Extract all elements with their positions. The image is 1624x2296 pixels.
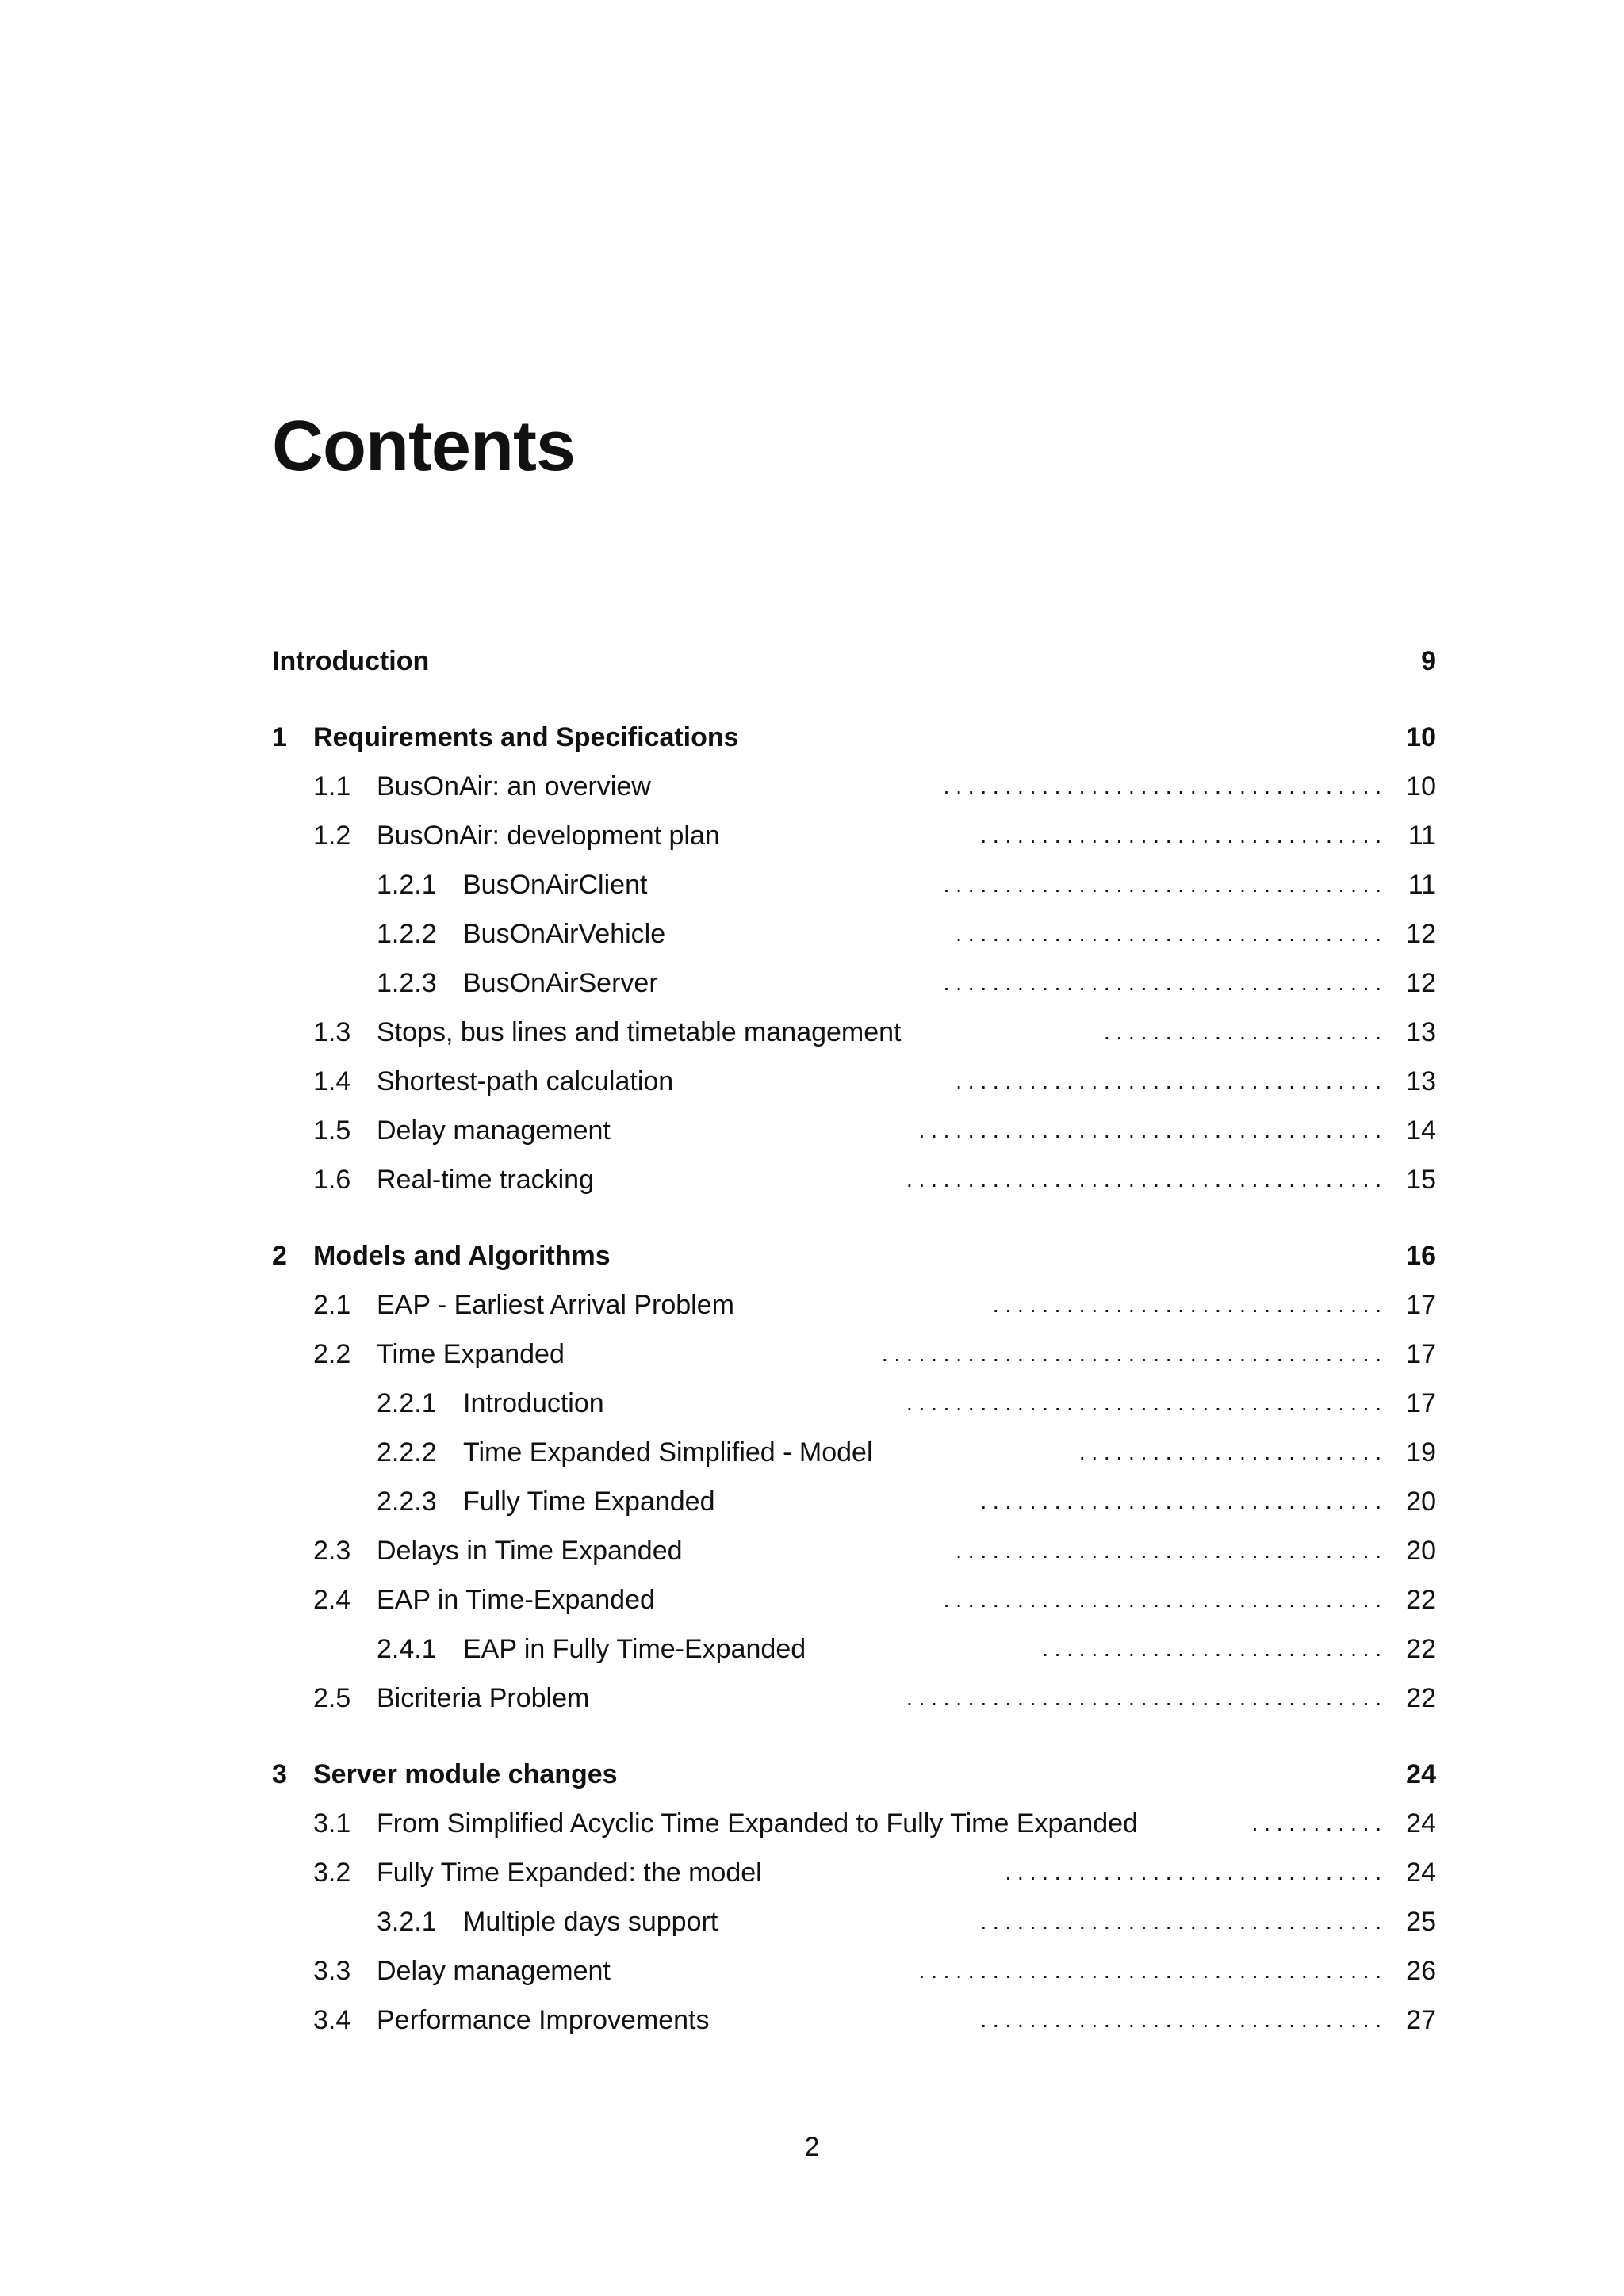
toc-dot-leader: . . . . . . . . . . . . . . . . . . . . . . . . . . . . . . . . . . . . . . . . . (881, 1341, 1381, 1366)
toc-entry-page-number[interactable]: 26 (1406, 1956, 1436, 1986)
toc-entry-page-number[interactable]: 22 (1406, 1683, 1436, 1713)
toc-entry-number: 1.6 (313, 1165, 351, 1195)
toc-entry-title[interactable]: Delay management (377, 1956, 611, 1986)
toc-dot-leader: . . . . . . . . . . . . . . . . . . . . . . . . . . . . . . . . . . . . . . (918, 1118, 1381, 1142)
toc-entry-title[interactable]: EAP in Fully Time-Expanded (463, 1634, 806, 1664)
toc-entry-title[interactable]: BusOnAir: an overview (377, 771, 651, 802)
toc-section-entry[interactable] (0, 1015, 1624, 1050)
toc-entry-page-number[interactable]: 27 (1406, 2005, 1436, 2035)
toc-entry-title[interactable]: BusOnAir: development plan (377, 821, 720, 851)
toc-section-entry[interactable] (0, 769, 1624, 804)
toc-section-entry[interactable] (0, 1288, 1624, 1322)
toc-entry-title[interactable]: Fully Time Expanded: the model (377, 1858, 762, 1888)
toc-subsection-entry[interactable] (0, 1386, 1624, 1421)
toc-subsection-entry[interactable] (0, 966, 1624, 1001)
toc-entry-title[interactable]: Delays in Time Expanded (377, 1536, 683, 1566)
toc-entry-title[interactable]: Introduction (272, 646, 430, 676)
toc-dot-leader: . . . . . . . . . . . . . . . . . . . . . . . . . (1078, 1440, 1381, 1464)
toc-section-entry[interactable] (0, 1806, 1624, 1841)
toc-section-entry[interactable] (0, 1954, 1624, 1988)
toc-entry-title[interactable]: Shortest-path calculation (377, 1066, 674, 1096)
toc-dot-leader: . . . . . . . . . . . . . . . . . . . . . . . . . . . . . . . . . . . . . . (918, 1958, 1381, 1983)
toc-entry-page-number[interactable]: 9 (1421, 646, 1436, 676)
toc-entry-title[interactable]: Stops, bus lines and timetable management (377, 1017, 902, 1047)
toc-entry-page-number[interactable]: 20 (1406, 1536, 1436, 1566)
toc-entry-page-number[interactable]: 25 (1406, 1907, 1436, 1937)
toc-entry-number: 3.3 (313, 1956, 351, 1986)
toc-entry-number: 3.1 (313, 1808, 351, 1839)
toc-entry-number: 3.2 (313, 1858, 351, 1888)
toc-dot-leader: . . . . . . . . . . . . . . . . . . . . . . . . . . . . . . . . . . . (956, 1538, 1381, 1563)
toc-entry-title[interactable]: BusOnAirClient (463, 870, 648, 900)
toc-entry-title[interactable]: EAP - Earliest Arrival Problem (377, 1290, 734, 1320)
toc-dot-leader: . . . . . . . . . . . . . . . . . . . . . . . . . . . . . . . . . . . . . . . (906, 1391, 1381, 1415)
toc-entry-number: 1.2.1 (377, 870, 437, 900)
toc-subsection-entry[interactable] (0, 1435, 1624, 1470)
toc-entry-number: 2.2.2 (377, 1437, 437, 1468)
toc-entry-number: 2 (272, 1241, 287, 1271)
toc-entry-number: 1 (272, 722, 287, 752)
toc-entry-number: 2.3 (313, 1536, 351, 1566)
toc-entry-page-number[interactable]: 11 (1408, 870, 1436, 900)
toc-dot-leader: . . . . . . . . . . . . . . . . . . . . . . . . . . . . . . . . . (980, 1909, 1381, 1934)
toc-section-entry[interactable] (0, 1337, 1624, 1372)
toc-entry-number: 1.4 (313, 1066, 351, 1096)
toc-dot-leader: . . . . . . . . . . . . . . . . . . . . . . . . . . . . . . . . . (980, 1489, 1381, 1513)
toc-entry-number: 1.5 (313, 1115, 351, 1146)
toc-dot-leader: . . . . . . . . . . . . . . . . . . . . . . . . . . . . . . . . . . . . . . . (906, 1686, 1381, 1710)
toc-entry-page-number[interactable]: 22 (1406, 1634, 1436, 1664)
toc-entry-number: 2.2.1 (377, 1388, 437, 1418)
toc-entry-page-number[interactable]: 19 (1406, 1437, 1436, 1468)
toc-entry-page-number[interactable]: 12 (1406, 968, 1436, 998)
toc-dot-leader: . . . . . . . . . . . . . . . . . . . . . . . . . . . . . . . . . . . . (943, 774, 1381, 798)
toc-entry-title[interactable]: Time Expanded Simplified - Model (463, 1437, 873, 1468)
toc-entry-page-number[interactable]: 17 (1406, 1290, 1436, 1320)
toc-entry-page-number[interactable]: 11 (1408, 821, 1436, 851)
toc-entry-page-number[interactable]: 22 (1406, 1585, 1436, 1615)
toc-entry-number: 1.3 (313, 1017, 351, 1047)
toc-dot-leader: . . . . . . . . . . . . . . . . . . . . . . . . . . . . . . . . (992, 1292, 1381, 1317)
toc-dot-leader: . . . . . . . . . . . . . . . . . . . . . . . . . . . . . . . . . . . (956, 921, 1381, 946)
toc-subsection-entry[interactable] (0, 1904, 1624, 1939)
toc-dot-leader: . . . . . . . . . . . . . . . . . . . . . . . . . . . . . . . . . . . . . . . (906, 1167, 1381, 1192)
toc-dot-leader: . . . . . . . . . . . . . . . . . . . . . . . . . . . . . . . . . (980, 2007, 1381, 2032)
toc-entry-title[interactable]: Real-time tracking (377, 1165, 594, 1195)
toc-subsection-entry[interactable] (0, 1484, 1624, 1519)
toc-section-entry[interactable] (0, 1681, 1624, 1716)
toc-entry-number: 2.5 (313, 1683, 351, 1713)
toc-entry-title[interactable]: Introduction (463, 1388, 604, 1418)
toc-entry-title[interactable]: EAP in Time-Expanded (377, 1585, 655, 1615)
page-number: 2 (804, 2132, 820, 2162)
toc-entry-page-number[interactable]: 17 (1406, 1388, 1436, 1418)
toc-section-entry[interactable] (0, 818, 1624, 853)
toc-chapter-entry[interactable] (0, 1757, 1624, 1792)
toc-entry-title[interactable]: Fully Time Expanded (463, 1487, 715, 1517)
toc-entry-number: 3 (272, 1759, 287, 1789)
toc-entry-number: 2.4 (313, 1585, 351, 1615)
toc-entry-title[interactable]: Requirements and Specifications (313, 722, 739, 752)
toc-entry-page-number[interactable]: 15 (1406, 1165, 1436, 1195)
toc-section-entry[interactable] (0, 1113, 1624, 1148)
toc-entry-title[interactable]: Performance Improvements (377, 2005, 710, 2035)
toc-entry-page-number[interactable]: 24 (1406, 1858, 1436, 1888)
toc-entry-title[interactable]: BusOnAirServer (463, 968, 658, 998)
toc-entry-page-number[interactable]: 12 (1406, 919, 1436, 949)
toc-entry-number: 1.1 (313, 771, 351, 802)
toc-chapter-entry[interactable] (0, 644, 1624, 679)
toc-entry-title[interactable]: Time Expanded (377, 1339, 565, 1369)
toc-entry-title[interactable]: Models and Algorithms (313, 1241, 611, 1271)
toc-section-entry[interactable] (0, 1064, 1624, 1099)
toc-entry-page-number[interactable]: 24 (1406, 1759, 1436, 1789)
toc-entry-title[interactable]: Bicriteria Problem (377, 1683, 590, 1713)
toc-entry-page-number[interactable]: 17 (1406, 1339, 1436, 1369)
toc-chapter-entry[interactable] (0, 1238, 1624, 1273)
toc-entry-page-number[interactable]: 13 (1406, 1017, 1436, 1047)
toc-entry-number: 1.2.3 (377, 968, 437, 998)
toc-dot-leader: . . . . . . . . . . . . . . . . . . . . . . . . . . . . (1042, 1636, 1381, 1661)
toc-entry-page-number[interactable]: 13 (1406, 1066, 1436, 1096)
toc-entry-number: 2.2 (313, 1339, 351, 1369)
toc-entry-number: 1.2.2 (377, 919, 437, 949)
toc-subsection-entry[interactable] (0, 867, 1624, 902)
toc-section-entry[interactable] (0, 1582, 1624, 1617)
toc-entry-page-number[interactable]: 24 (1406, 1808, 1436, 1839)
page-title: Contents (272, 407, 575, 486)
toc-subsection-entry[interactable] (0, 1632, 1624, 1667)
toc-entry-title[interactable]: From Simplified Acyclic Time Expanded to Fully Time Expanded (377, 1808, 1138, 1839)
toc-entry-title[interactable]: Multiple days support (463, 1907, 718, 1937)
toc-entry-title[interactable]: Delay management (377, 1115, 611, 1146)
toc-section-entry[interactable] (0, 1855, 1624, 1890)
toc-entry-number: 1.2 (313, 821, 351, 851)
toc-entry-title[interactable]: BusOnAirVehicle (463, 919, 666, 949)
toc-entry-page-number[interactable]: 14 (1406, 1115, 1436, 1146)
toc-dot-leader: . . . . . . . . . . . . . . . . . . . . . . . . . . . . . . . . . . . . (943, 970, 1381, 995)
toc-dot-leader: . . . . . . . . . . . . . . . . . . . . . . . . . . . . . . . . . . . (956, 1069, 1381, 1093)
toc-entry-number: 3.4 (313, 2005, 351, 2035)
toc-dot-leader: . . . . . . . . . . . (1251, 1811, 1381, 1835)
toc-entry-page-number[interactable]: 10 (1406, 722, 1436, 752)
toc-entry-number: 2.1 (313, 1290, 351, 1320)
toc-section-entry[interactable] (0, 1162, 1624, 1197)
toc-dot-leader: . . . . . . . . . . . . . . . . . . . . . . . . . . . . . . . . . (980, 823, 1381, 848)
toc-dot-leader: . . . . . . . . . . . . . . . . . . . . . . . (1103, 1020, 1381, 1044)
toc-entry-page-number[interactable]: 10 (1406, 771, 1436, 802)
toc-entry-page-number[interactable]: 20 (1406, 1487, 1436, 1517)
toc-subsection-entry[interactable] (0, 916, 1624, 951)
toc-entry-number: 2.2.3 (377, 1487, 437, 1517)
toc-section-entry[interactable] (0, 1533, 1624, 1568)
toc-entry-page-number[interactable]: 16 (1406, 1241, 1436, 1271)
toc-section-entry[interactable] (0, 2003, 1624, 2038)
toc-dot-leader: . . . . . . . . . . . . . . . . . . . . . . . . . . . . . . . (1005, 1860, 1381, 1885)
toc-dot-leader: . . . . . . . . . . . . . . . . . . . . . . . . . . . . . . . . . . . . (943, 1587, 1381, 1612)
toc-dot-leader: . . . . . . . . . . . . . . . . . . . . . . . . . . . . . . . . . . . . (943, 872, 1381, 897)
toc-entry-number: 3.2.1 (377, 1907, 437, 1937)
toc-entry-title[interactable]: Server module changes (313, 1759, 618, 1789)
toc-entry-number: 2.4.1 (377, 1634, 437, 1664)
toc-chapter-entry[interactable] (0, 720, 1624, 755)
